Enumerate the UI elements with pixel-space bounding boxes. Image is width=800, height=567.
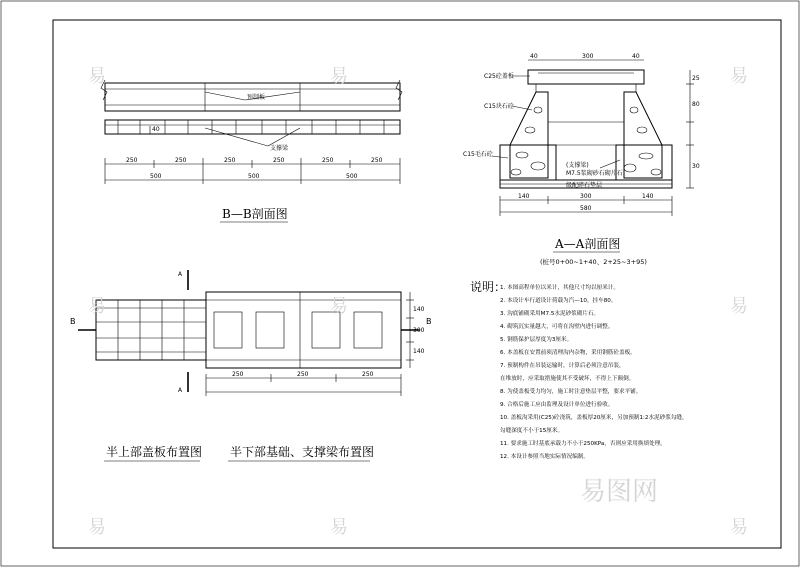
aa-label-wall: C15块石砼 bbox=[484, 103, 514, 110]
plan-cut-right: B bbox=[426, 317, 432, 326]
plan-dim-bottom-1: 250 bbox=[232, 371, 244, 378]
plan-dim-right-3: 140 bbox=[413, 348, 425, 355]
bb-dim-3: 250 bbox=[224, 157, 236, 164]
watermark-glyph: 易 bbox=[330, 66, 348, 87]
plan-dim-bottom-3: 250 bbox=[362, 371, 374, 378]
plan-dim-bottom-2: 250 bbox=[297, 371, 309, 378]
note-item: 勾缝深度不小于15厘米。 bbox=[500, 428, 564, 434]
bb-dims-row1 bbox=[126, 157, 383, 164]
plan-dim-right-1: 140 bbox=[413, 306, 425, 313]
watermark-glyph: 易 bbox=[330, 517, 348, 538]
note-item: 3. 沟底铺砌采用M7.5水泥砂浆砌片石。 bbox=[500, 311, 600, 317]
watermark-glyph: 易 bbox=[88, 66, 106, 87]
plan-title-left: 半上部盖板布置图 bbox=[106, 445, 203, 459]
bb-section-title: B—B剖面图 bbox=[222, 207, 288, 221]
aa-dim-top-3: 40 bbox=[632, 53, 640, 60]
bb-dim-total-2: 500 bbox=[248, 173, 260, 180]
aa-dim-right-1: 25 bbox=[692, 75, 700, 82]
aa-section-title: A—A剖面图 bbox=[555, 237, 621, 251]
aa-label-cover: C25砼盖板 bbox=[484, 73, 514, 80]
plan-title-right: 半下部基础、支撑梁布置图 bbox=[230, 445, 375, 459]
aa-dims-right bbox=[692, 75, 700, 170]
watermark-layer bbox=[88, 66, 748, 538]
aa-dim-bottom-3: 140 bbox=[642, 193, 654, 200]
note-item: 11. 要求施工时基底承载力不小于250KPa，否则应采用换填处理。 bbox=[500, 441, 666, 447]
watermark-glyph: 易 bbox=[730, 66, 748, 87]
plan-cut-top: A bbox=[178, 271, 183, 278]
plan-dims-right bbox=[413, 306, 425, 355]
plan-dims-bottom bbox=[232, 371, 374, 378]
bb-dim-2: 250 bbox=[175, 157, 187, 164]
bb-height-dim: 40 bbox=[152, 126, 160, 133]
note-item: 5. 钢筋保护层厚度为3厘米。 bbox=[500, 337, 573, 343]
aa-dims-top bbox=[530, 53, 640, 60]
aa-dims-bottom bbox=[518, 193, 654, 212]
bb-dim-4: 250 bbox=[273, 157, 285, 164]
watermark-logo: 易图网 bbox=[580, 477, 659, 507]
note-item: 1. 本图高程单位以米计，其他尺寸均以厘米计。 bbox=[500, 285, 619, 291]
note-item: 12. 本设计参照当地实际情况编制。 bbox=[500, 454, 589, 460]
note-item: 6. 本盖板在安置前须清理沟内杂物，采用钢筋砼盖板。 bbox=[500, 350, 636, 356]
note-item: 9. 合格后施工应由监理及设计单位进行验收。 bbox=[500, 402, 614, 408]
notes-list bbox=[500, 283, 688, 460]
note-item: 在堆放时，应采取措施使其不受破坏，不得上下颠倒。 bbox=[500, 376, 635, 382]
bb-dims-row2 bbox=[150, 173, 358, 180]
watermark-glyph: 易 bbox=[88, 517, 106, 538]
bb-dim-6: 250 bbox=[371, 157, 383, 164]
watermark-glyph: 易 bbox=[88, 296, 106, 317]
notes-heading: 说明： bbox=[470, 280, 507, 294]
aa-dim-right-2: 80 bbox=[692, 101, 700, 108]
aa-dim-bottom-total: 580 bbox=[580, 205, 592, 212]
aa-dim-bottom-2: 300 bbox=[580, 193, 592, 200]
aa-label-foundation: C15毛石砼 bbox=[463, 151, 493, 158]
bb-callout-bottom: 支撑梁 bbox=[270, 145, 289, 152]
note-item: 7. 预制构件在吊装运输时，计算后必须注意吊装， bbox=[500, 363, 625, 369]
aa-dim-right-3: 30 bbox=[692, 163, 700, 170]
bb-callout-top: 预制板 bbox=[247, 94, 266, 101]
aa-dim-top-1: 40 bbox=[530, 53, 538, 60]
bb-dim-total-3: 500 bbox=[346, 173, 358, 180]
note-item: 10. 盖板沟采用(C25)砼浇筑，盖板厚20厘米，另加预制1:2水泥砂浆勾缝， bbox=[500, 415, 688, 421]
bb-dim-5: 250 bbox=[322, 157, 334, 164]
bb-dim-1: 250 bbox=[126, 157, 138, 164]
aa-dim-top-2: 300 bbox=[582, 53, 594, 60]
plan-cut-bottom: A bbox=[178, 387, 183, 394]
inner-frame bbox=[53, 20, 781, 548]
watermark-glyph: 易 bbox=[730, 517, 748, 538]
note-item: 4. 砌筑沉实量越大，可将在沟壁内进行调整。 bbox=[500, 324, 614, 330]
watermark-glyph: 易 bbox=[330, 296, 348, 317]
aa-label-base-1: (支撑梁) bbox=[566, 162, 589, 169]
watermark-glyph: 易 bbox=[730, 296, 748, 317]
aa-dim-bottom-1: 140 bbox=[518, 193, 530, 200]
bb-dim-total-1: 500 bbox=[150, 173, 162, 180]
aa-label-base-2: M7.5浆砌砂石砌片石 bbox=[566, 170, 623, 177]
note-item: 8. 为使盖板受力均匀，施工时注意垫层平整，要求平铺。 bbox=[500, 389, 642, 395]
note-item: 2. 本设计车行道设计荷载为汽—10，挂车80。 bbox=[500, 298, 617, 304]
aa-label-base-3: 级配碎石垫层 bbox=[566, 182, 603, 189]
aa-section-subtitle: (桩号0+00~1+40、2+25~3+95) bbox=[540, 258, 647, 266]
plan-dim-right-2: 300 bbox=[413, 327, 425, 334]
plan-cut-left: B bbox=[70, 317, 76, 326]
